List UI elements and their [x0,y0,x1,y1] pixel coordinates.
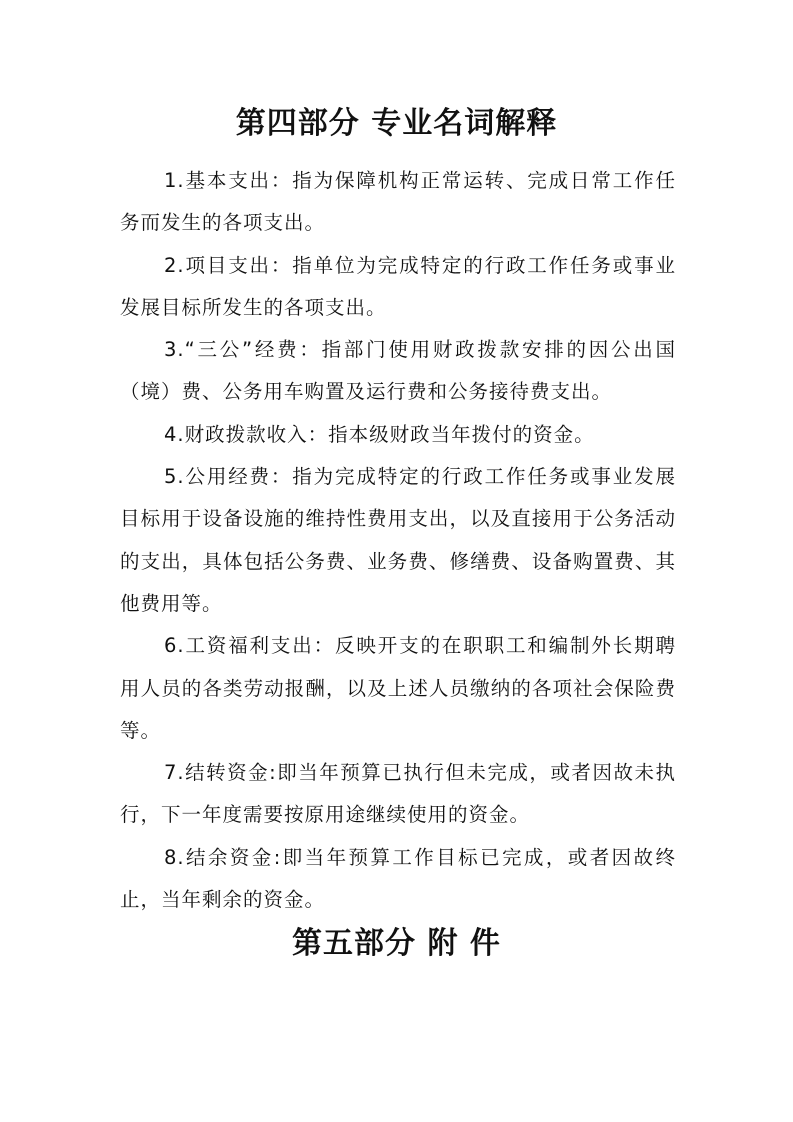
term-text: 反映开支的在职职工和编制外长期聘用人员的各类劳动报酬，以及上述人员缴纳的各项社会保险费等。 [120,634,676,742]
term-definitions-list [120,160,676,921]
term-text: 指为完成特定的行政工作任务或事业发展目标用于设备设施的维持性费用支出，以及直接用于公务活动的支出，具体包括公务费、业务费、修缮费、设备购置费、其他费用等。 [120,465,676,615]
section-five-title: 第五部分 附 件 [292,926,501,961]
term-text: 指单位为完成特定的行政工作任务或事业发展目标所发生的各项支出。 [120,253,676,319]
term-definition [120,625,676,752]
term-label: 5.公用经费： [164,465,293,489]
term-text: 即当年预算工作目标已完成，或者因故终止，当年剩余的资金。 [120,845,676,912]
section-four-title: 第四部分 专业名词解释 [235,106,558,141]
term-definition [120,245,676,330]
term-label: 8.结余资金: [164,845,282,869]
term-definition [120,456,676,625]
term-text: 指为保障机构正常运转、完成日常工作任务而发生的各项支出。 [120,169,676,235]
term-text: 指本级财政当年拨付的资金。 [328,422,595,446]
term-definition [120,414,676,456]
term-label: 2.项目支出： [164,253,293,277]
term-definition [120,329,676,414]
term-text: 即当年预算已执行但未完成，或者因故未执行，下一年度需要按原用途继续使用的资金。 [120,761,676,827]
term-label: 4.财政拨款收入： [164,422,329,446]
term-definition [120,837,676,922]
term-definition [120,160,676,245]
term-label: 6.工资福利支出： [164,634,336,658]
term-label: 1.基本支出： [164,169,293,192]
term-text: 指部门使用财政拨款安排的因公出国（境）费、公务用车购置及运行费和公务接待费支出。 [120,338,676,404]
term-label: 3.“三公”经费： [164,338,322,362]
term-label: 7.结转资金: [164,761,277,785]
term-definition [120,752,676,837]
